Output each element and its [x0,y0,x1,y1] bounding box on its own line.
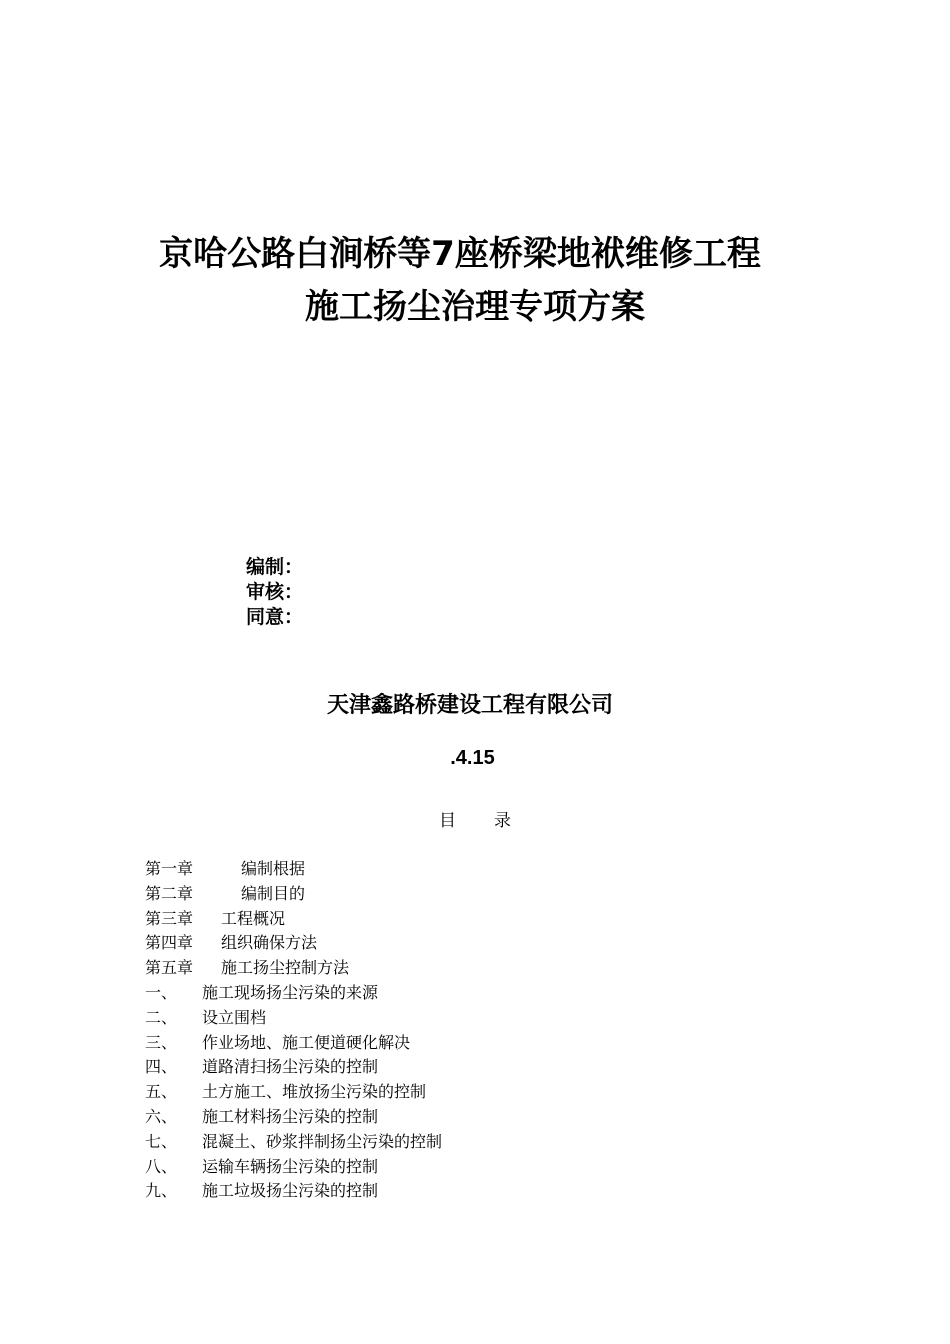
toc-item-text: 作业场地、施工便道硬化解决 [202,1032,411,1052]
toc-heading [0,808,950,834]
toc-item-number: 第五章 [145,958,194,978]
toc-item-number: 六、 [145,1106,178,1126]
toc-item-number: 一、 [145,982,178,1002]
toc-item[interactable] [145,1055,442,1080]
toc-item-number: 九、 [145,1181,178,1201]
toc-item-number: 五、 [145,1082,178,1102]
toc-item-text: 土方施工、堆放扬尘污染的控制 [202,1082,427,1102]
toc-item[interactable] [145,1006,442,1031]
toc-item-text: 编制目的 [241,883,306,903]
toc-heading-right: 录 [494,811,511,831]
toc-item-number: 二、 [145,1007,178,1027]
toc-item[interactable] [145,1105,442,1130]
document-title-line-2: 施工扬尘治理专项方案 [305,287,645,327]
toc-item-text: 工程概况 [221,908,286,928]
toc-item-text: 设立围档 [202,1007,267,1027]
toc-item-text: 组织确保方法 [221,933,318,953]
toc-item-text: 编制根据 [241,859,306,878]
toc-item[interactable] [145,857,442,882]
document-date: .4.15 [450,747,495,769]
toc-item[interactable] [145,931,442,956]
toc-item-text: 施工扬尘控制方法 [221,958,350,978]
toc-item-text: 混凝土、砂浆拌制扬尘污染的控制 [202,1131,443,1151]
toc-item[interactable] [145,981,442,1006]
toc-item-number: 八、 [145,1156,178,1176]
company-name: 天津鑫路桥建设工程有限公司 [326,693,613,718]
approved-by-label: 同意： [246,606,304,628]
toc-item-text: 施工垃圾扬尘污染的控制 [202,1181,379,1201]
toc-item-number: 第一章 [145,859,194,878]
toc-item[interactable] [145,882,442,907]
toc-item[interactable] [145,1130,442,1155]
toc-item-number: 第二章 [145,883,194,903]
toc-item[interactable] [145,956,442,981]
toc-item[interactable] [145,1031,442,1056]
toc-heading-left: 目 [439,811,456,831]
toc-item-text: 施工材料扬尘污染的控制 [202,1106,379,1126]
toc-item[interactable] [145,907,442,932]
toc-item-number: 第四章 [145,933,194,953]
document-title-line-1: 京哈公路白涧桥等7座桥梁地袱维修工程 [159,234,761,274]
toc-item-text: 运输车辆扬尘污染的控制 [202,1156,379,1176]
toc-item-number: 七、 [145,1131,178,1151]
reviewed-by-label: 审核： [246,581,304,603]
toc-item[interactable] [145,1179,442,1204]
toc-item-text: 施工现场扬尘污染的来源 [202,982,379,1002]
toc-item-number: 第三章 [145,908,194,928]
toc-item[interactable] [145,1080,442,1105]
toc-item-number: 三、 [145,1032,178,1052]
table-of-contents [145,857,442,1204]
toc-item-text: 道路清扫扬尘污染的控制 [202,1057,379,1077]
toc-item-number: 四、 [145,1057,178,1077]
prepared-by-label: 编制： [246,556,304,578]
toc-item[interactable] [145,1155,442,1180]
